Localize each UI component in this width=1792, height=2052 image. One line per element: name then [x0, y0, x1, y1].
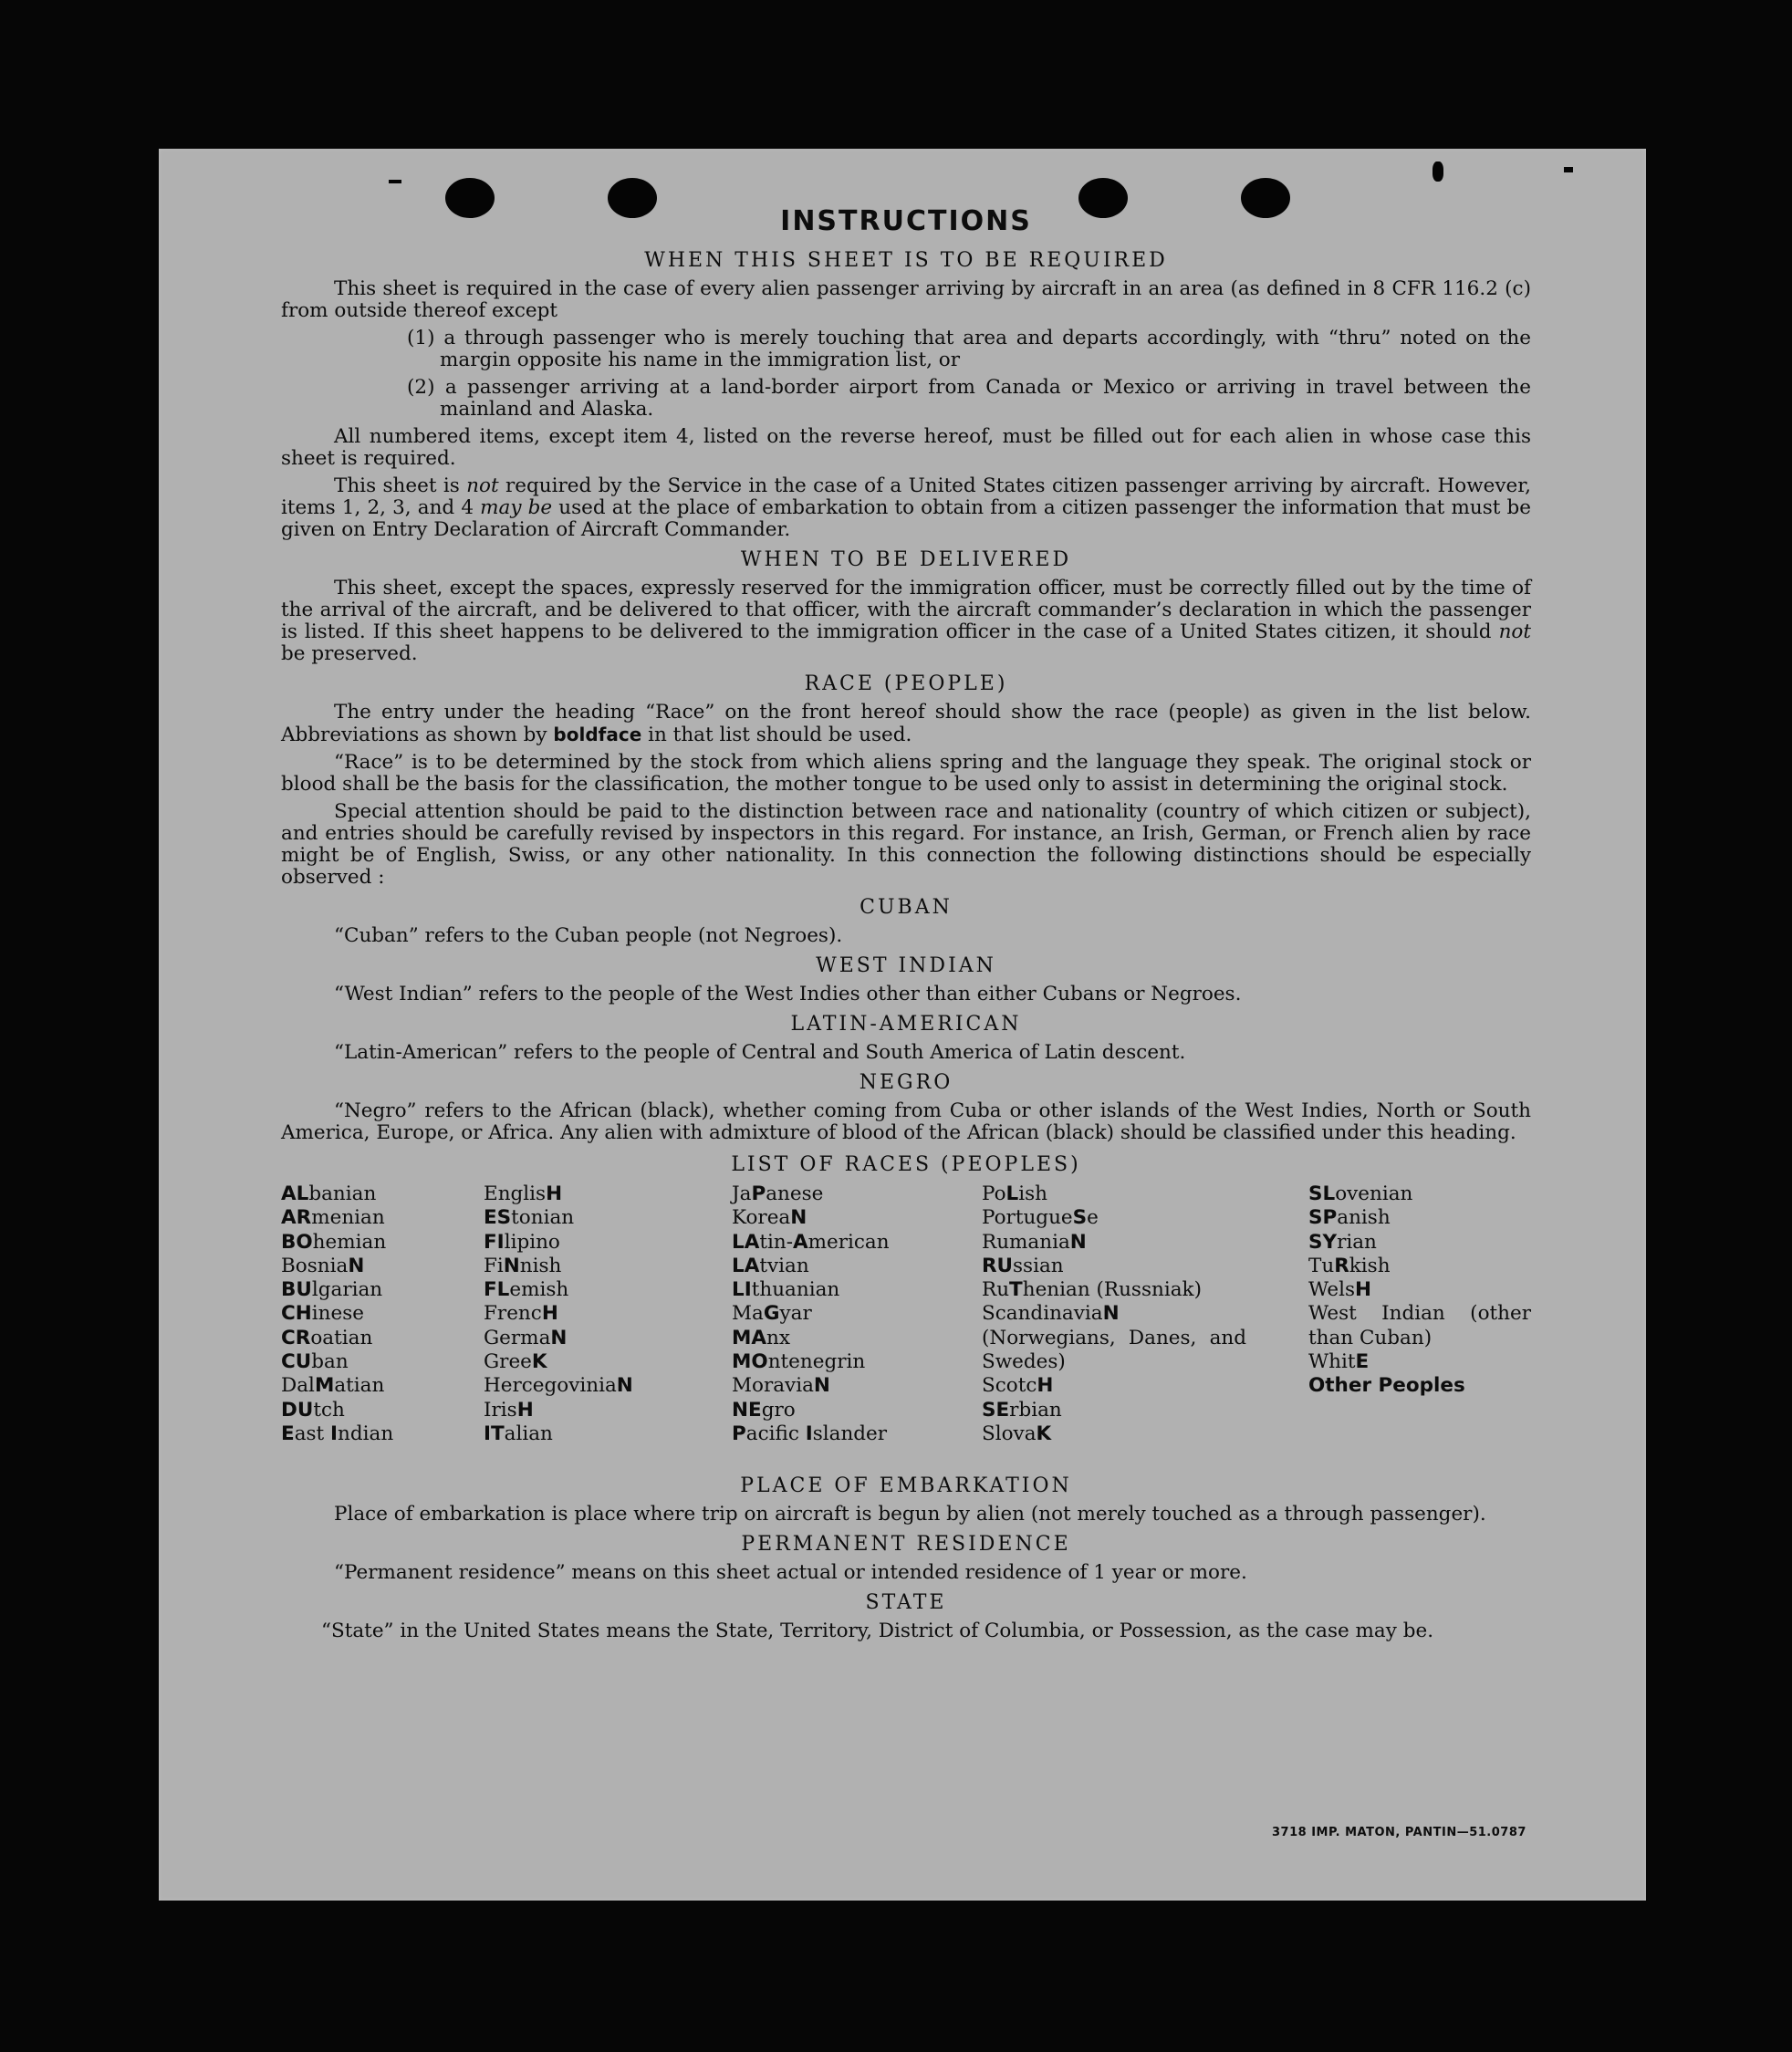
races-column	[1308, 1182, 1531, 1399]
race-entry: SLovenian	[1308, 1182, 1413, 1205]
race-entry: LIthuanian	[732, 1278, 840, 1302]
race-entry: TuRkish	[1308, 1254, 1391, 1277]
section-heading-race: RACE (PEOPLE)	[804, 672, 1008, 695]
race-entry: LAtin-American	[732, 1230, 890, 1254]
section-heading-residence: PERMANENT RESIDENCE	[741, 1533, 1071, 1556]
ink-speck	[1564, 167, 1573, 172]
race-entry: BosniaN	[281, 1254, 365, 1277]
race-entry: CRoatian	[281, 1326, 373, 1349]
paragraph: “Race” is to be determined by the stock from which aliens spring and the language they speak. The original stock or blood shall be the basis for the classification, the mother tongue to be used only to assist in determining the original stock.	[281, 751, 1531, 796]
race-entry: West Indian (other than Cuban)	[1308, 1302, 1531, 1349]
race-entry: RumaniaN	[982, 1230, 1087, 1254]
race-entry: East Indian	[281, 1422, 394, 1445]
race-entry: MaGyar	[732, 1302, 812, 1326]
printer-imprint: 3718 IMP. MATON, PANTIN—51.0787	[1272, 1826, 1526, 1839]
races-column	[982, 1182, 1246, 1446]
races-column	[281, 1182, 464, 1446]
section-heading-negro: NEGRO	[859, 1071, 953, 1094]
race-entry: Pacific Islander	[732, 1422, 888, 1445]
race-entry: ARmenian	[281, 1206, 385, 1230]
paragraph: “West Indian” refers to the people of the West Indies other than either Cubans or Negroes.	[334, 983, 1242, 1005]
race-entry: SErbian	[982, 1398, 1062, 1422]
paragraph: Special attention should be paid to the distinction between race and nationality (country of which citizen or subject), and entries should be carefully revised by inspectors in this regard. For instance, an Irish, German, or French alien by race might be of English, Swiss, or any other nationality. In this connection the following distinctions should be especially observed :	[281, 800, 1531, 889]
paragraph: “Cuban” refers to the Cuban people (not Negroes).	[334, 924, 843, 947]
race-entry: EnglisH	[484, 1182, 563, 1205]
races-list	[281, 1182, 1531, 1467]
race-entry: HercegoviniaN	[484, 1374, 633, 1398]
race-entry: EStonian	[484, 1206, 575, 1230]
section-heading-when-required: WHEN THIS SHEET IS TO BE REQUIRED	[644, 249, 1168, 272]
document-sheet	[159, 149, 1646, 1901]
race-entry: GermaN	[484, 1326, 568, 1349]
section-heading-west-indian: WEST INDIAN	[816, 954, 996, 977]
race-entry: SPanish	[1308, 1206, 1391, 1230]
section-heading-state: STATE	[865, 1591, 947, 1614]
ink-speck	[1433, 161, 1443, 182]
race-entry: MAnx	[732, 1326, 791, 1349]
paragraph: This sheet, except the spaces, expressly reserved for the immigration officer, must be correctly filled out by the time of the arrival of the aircraft, and be delivered to that officer, with the aircraft commander’s declaration in which the passenger is listed. If this sheet happens to be delivered to the immigration officer in the case of a United States citizen, it should not be preserved.	[281, 577, 1531, 665]
race-entry: CUban	[281, 1350, 349, 1374]
race-entry: FIlipino	[484, 1230, 560, 1254]
races-column	[484, 1182, 703, 1446]
ink-speck	[389, 180, 401, 183]
race-entry: LAtvian	[732, 1254, 809, 1277]
race-entry: FrencH	[484, 1302, 558, 1326]
race-entry: BOhemian	[281, 1230, 387, 1254]
instructions-content	[281, 203, 1531, 1648]
list-item: (2) a passenger arriving at a land-border airport from Canada or Mexico or arriving in travel between the mainland and Alaska.	[407, 376, 1531, 421]
race-entry: ITalian	[484, 1422, 553, 1445]
race-entry: ScotcH	[982, 1374, 1054, 1398]
race-entry: Other Peoples	[1308, 1374, 1465, 1398]
section-heading-cuban: CUBAN	[860, 896, 953, 919]
paragraph: The entry under the heading “Race” on the front hereof should show the race (people) as given in the list below. Abbreviations as shown by boldface in that list should be used.	[281, 701, 1531, 746]
race-entry: ScandinaviaN (Norwegians, Danes, and Swedes)	[982, 1302, 1246, 1374]
race-entry: IrisH	[484, 1398, 534, 1422]
race-entry: RUssian	[982, 1254, 1064, 1277]
race-entry: WelsH	[1308, 1278, 1371, 1302]
paragraph: This sheet is not required by the Service in the case of a United States citizen passenger arriving by aircraft. However, items 1, 2, 3, and 4 may be used at the place of embarkation to obtain from a citizen passenger the information that must be given on Entry Declaration of Aircraft Commander.	[281, 474, 1532, 541]
race-entry: SYrian	[1308, 1230, 1377, 1254]
paragraph: “State” in the United States means the State, Territory, District of Columbia, or Possession, as the case may be.	[321, 1620, 1434, 1642]
race-entry: PoLish	[982, 1182, 1048, 1205]
races-column	[732, 1182, 969, 1446]
race-entry: PortugueSe	[982, 1206, 1099, 1230]
section-heading-embarkation: PLACE OF EMBARKATION	[740, 1474, 1072, 1497]
race-entry: KoreaN	[732, 1206, 807, 1230]
race-entry: DUtch	[281, 1398, 345, 1422]
race-entry: MoraviaN	[732, 1374, 830, 1398]
race-entry: RuThenian (Russniak)	[982, 1278, 1202, 1302]
race-entry: NEgro	[732, 1398, 796, 1422]
race-entry: MOntenegrin	[732, 1350, 866, 1374]
paragraph: “Latin-American” refers to the people of Central and South America of Latin descent.	[334, 1041, 1186, 1064]
race-entry: BUlgarian	[281, 1278, 383, 1302]
list-item: (1) a through passenger who is merely touching that area and departs accordingly, with “thru” noted on the margin opposite his name in the immigration list, or	[407, 327, 1531, 371]
paragraph: This sheet is required in the case of every alien passenger arriving by aircraft in an area (as defined in 8 CFR 116.2 (c) from outside thereof except	[281, 277, 1531, 322]
paragraph: “Permanent residence” means on this sheet actual or intended residence of 1 year or more.	[334, 1561, 1247, 1584]
paragraph: Place of embarkation is place where trip on aircraft is begun by alien (not merely touched as a through passenger).	[334, 1503, 1486, 1526]
paragraph: All numbered items, except item 4, listed on the reverse hereof, must be filled out for each alien in whose case this sheet is required.	[281, 425, 1531, 470]
page-title: INSTRUCTIONS	[780, 205, 1032, 237]
paragraph: “Negro” refers to the African (black), whether coming from Cuba or other islands of the West Indies, North or South America, Europe, or Africa. Any alien with admixture of blood of the African (black) should be classified under this heading.	[281, 1099, 1531, 1144]
race-entry: FLemish	[484, 1278, 569, 1302]
section-heading-latin-american: LATIN-AMERICAN	[790, 1013, 1022, 1036]
section-heading-races-list: LIST OF RACES (PEOPLES)	[731, 1153, 1081, 1176]
race-entry: ALbanian	[281, 1182, 377, 1205]
race-entry: SlovaK	[982, 1422, 1052, 1445]
race-entry: GreeK	[484, 1350, 547, 1374]
race-entry: FiNnish	[484, 1254, 562, 1277]
race-entry: DalMatian	[281, 1374, 385, 1398]
race-entry: JaPanese	[732, 1182, 824, 1205]
race-entry: WhitE	[1308, 1350, 1370, 1374]
race-entry: CHinese	[281, 1302, 364, 1326]
section-heading-when-delivered: WHEN TO BE DELIVERED	[740, 548, 1072, 571]
